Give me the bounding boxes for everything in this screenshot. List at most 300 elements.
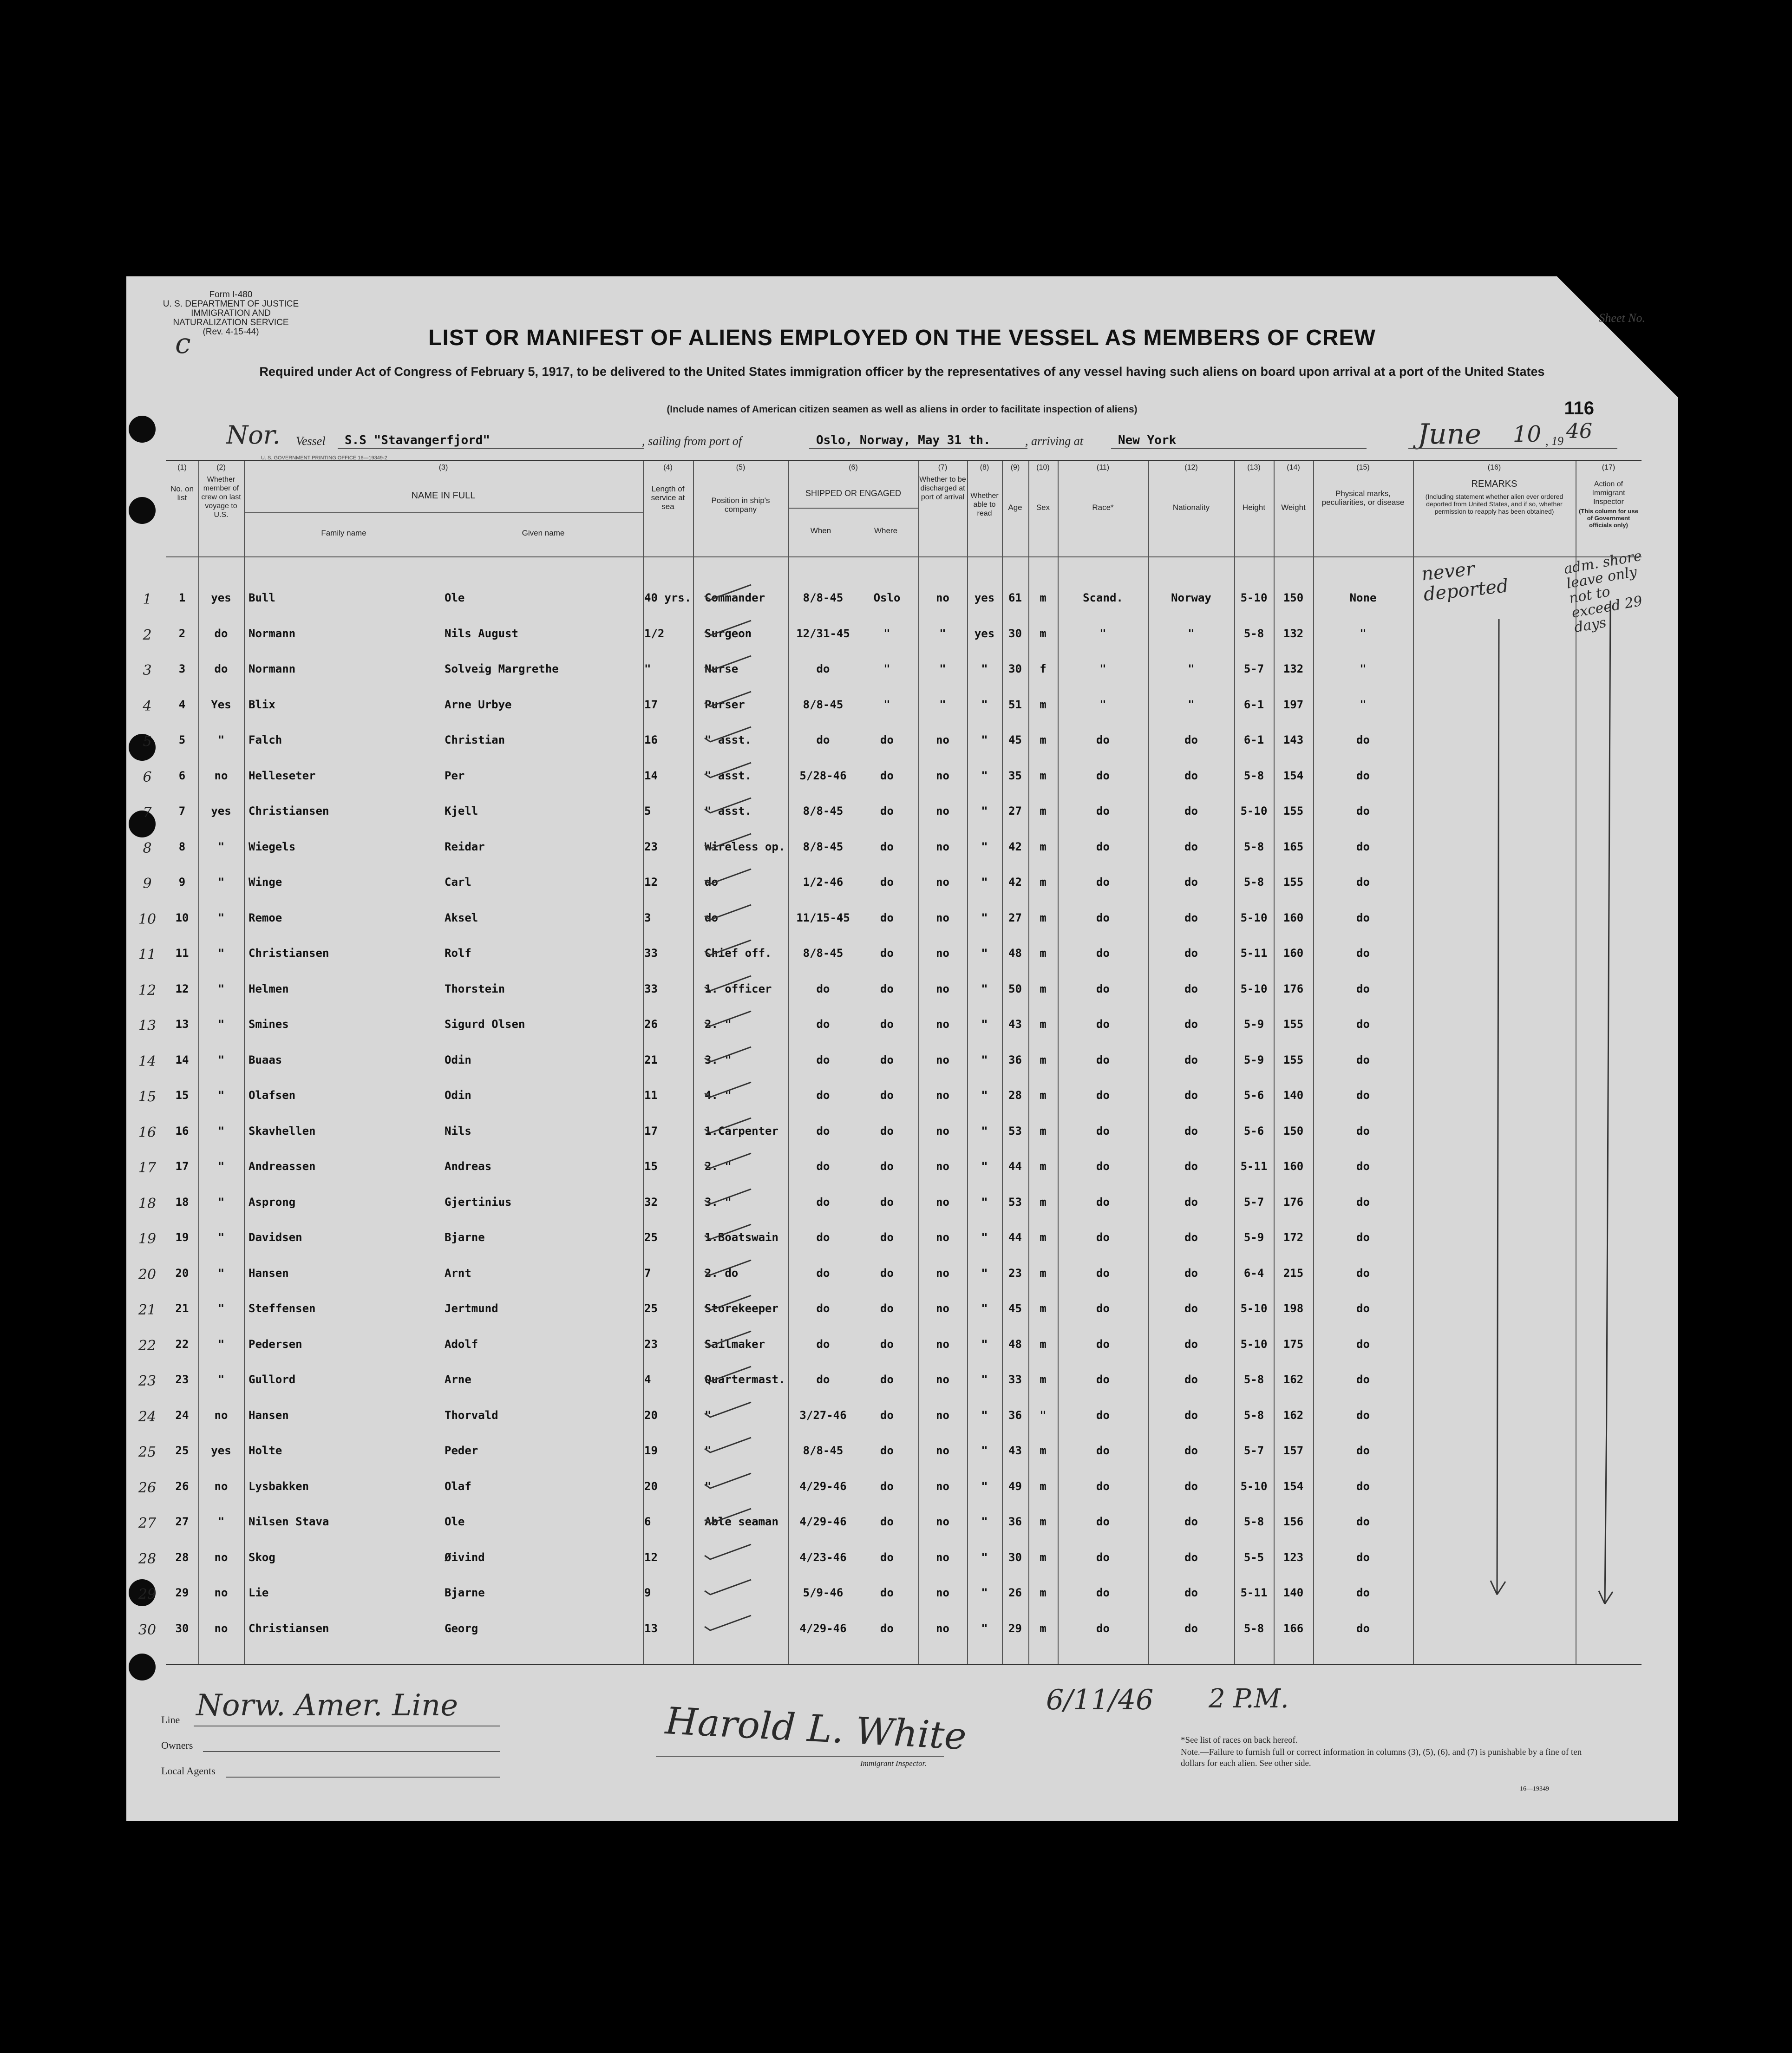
cell-height: 5-9 [1243, 1053, 1264, 1066]
cell-service: 7 [644, 1266, 651, 1280]
cell-read: " [981, 1621, 988, 1635]
cell-service: 1/2 [644, 627, 665, 640]
header-position: Position in ship's company [711, 496, 770, 514]
cell-sex: m [1040, 1373, 1046, 1386]
cell-family: Asprong [249, 1195, 296, 1209]
cell-weight: 155 [1283, 1018, 1304, 1031]
column-number: (17) [1602, 464, 1615, 471]
cell-prev: " [217, 911, 225, 924]
cell-race: do [1096, 1302, 1110, 1315]
line-number: 3 [143, 662, 152, 679]
cell-read: " [981, 1444, 988, 1457]
cell-race: do [1096, 804, 1110, 817]
line-number: 5 [143, 733, 152, 750]
header-weight: Weight [1281, 503, 1306, 512]
cell-age: 26 [1008, 1586, 1022, 1599]
cell-disch: no [936, 1089, 949, 1102]
cell-when: do [816, 1018, 830, 1031]
cell-height: 5-9 [1243, 1018, 1264, 1031]
cell-nat: do [1184, 1444, 1198, 1457]
cell-height: 6-4 [1243, 1266, 1264, 1280]
cell-position: 2. do [705, 1266, 739, 1280]
cell-race: do [1096, 1053, 1110, 1066]
cell-when: 4/29-46 [799, 1479, 847, 1493]
cell-disch: no [936, 1444, 949, 1457]
cell-weight: 155 [1283, 804, 1304, 817]
cell-marks: do [1356, 1302, 1370, 1315]
cell-where: do [880, 1195, 894, 1209]
cell-nat: do [1184, 876, 1198, 889]
cell-nat: do [1184, 1337, 1198, 1351]
cell-given: Gjertinius [445, 1195, 512, 1209]
cell-service: 40 yrs. [644, 591, 692, 604]
cell-age: 51 [1008, 698, 1022, 711]
crew-table [138, 460, 1644, 1665]
cell-nat: do [1184, 1515, 1198, 1528]
cell-where: do [880, 982, 894, 995]
cell-sex: m [1040, 1586, 1046, 1599]
cell-position: do [705, 911, 718, 924]
cell-when: 8/8-45 [803, 591, 844, 604]
cell-where: do [880, 1089, 894, 1102]
cell-where: " [883, 627, 890, 640]
cell-read: " [981, 911, 988, 924]
cell-where: do [880, 1408, 894, 1422]
cell-no: 26 [175, 1479, 189, 1493]
cell-marks: None [1349, 591, 1377, 604]
cell-position: Sailmaker [705, 1337, 765, 1351]
cell-disch: no [936, 1160, 949, 1173]
column-number: (1) [177, 464, 187, 471]
cell-read: " [981, 982, 988, 995]
cell-where: do [880, 1373, 894, 1386]
arriving-label: , arriving at [1025, 434, 1083, 448]
cell-family: Buaas [249, 1053, 282, 1066]
cell-race: do [1096, 1266, 1110, 1280]
cell-marks: do [1356, 1550, 1370, 1564]
line-number: 21 [138, 1302, 157, 1318]
arrival-port: New York [1118, 433, 1177, 447]
cell-when: do [816, 1160, 830, 1173]
cell-where: do [880, 876, 894, 889]
cell-service: 17 [644, 1124, 658, 1138]
cell-no: 24 [175, 1408, 189, 1422]
cell-height: 5-10 [1240, 1479, 1268, 1493]
cell-race: do [1096, 1550, 1110, 1564]
cell-family: Nilsen Stava [249, 1515, 329, 1528]
cell-nat: do [1184, 733, 1198, 746]
cell-given: Georg [445, 1621, 478, 1635]
cell-height: 5-11 [1240, 1160, 1268, 1173]
cell-no: 15 [175, 1089, 189, 1102]
cell-nat: do [1184, 911, 1198, 924]
cell-family: Helleseter [249, 769, 316, 782]
cell-nat: do [1184, 1479, 1198, 1493]
line-number: 18 [138, 1195, 157, 1212]
cell-nat: do [1184, 982, 1198, 995]
cell-no: 11 [175, 947, 189, 960]
cell-service: 33 [644, 982, 658, 995]
inspector-label: Immigrant Inspector. [860, 1759, 927, 1768]
cell-when: 8/8-45 [803, 1444, 844, 1457]
cell-prev: " [217, 733, 225, 746]
cell-age: 36 [1008, 1408, 1022, 1422]
cell-weight: 197 [1283, 698, 1304, 711]
cell-prev: no [214, 769, 228, 782]
cell-family: Christiansen [249, 804, 329, 817]
cell-when: 1/2-46 [803, 876, 844, 889]
cell-sex: m [1040, 698, 1046, 711]
cell-prev: " [217, 1018, 225, 1031]
cell-when: do [816, 1337, 830, 1351]
cell-age: 50 [1008, 982, 1022, 995]
cell-sex: m [1040, 627, 1046, 640]
cell-disch: no [936, 876, 949, 889]
cell-prev: yes [211, 804, 231, 817]
cell-height: 5-7 [1243, 662, 1264, 675]
cell-no: 1 [178, 591, 186, 604]
cell-read: " [981, 769, 988, 782]
cell-family: Winge [249, 876, 282, 889]
column-number: (7) [938, 464, 948, 471]
cell-age: 23 [1008, 1266, 1022, 1280]
cell-where: Oslo [873, 591, 901, 604]
cell-race: do [1096, 1444, 1110, 1457]
local-agents-label: Local Agents [161, 1765, 216, 1777]
cell-marks: do [1356, 1124, 1370, 1138]
cell-sex: m [1040, 911, 1046, 924]
cell-family: Bull [249, 591, 275, 604]
cell-age: 44 [1008, 1160, 1022, 1173]
cell-age: 27 [1008, 804, 1022, 817]
line-number: 26 [138, 1479, 157, 1496]
cell-read: " [981, 1550, 988, 1564]
cell-where: do [880, 1550, 894, 1564]
cell-family: Smines [249, 1018, 289, 1031]
page-title: LIST OR MANIFEST OF ALIENS EMPLOYED ON THE VESSEL AS MEMBERS OF CREW [428, 326, 1376, 350]
cell-given: Christian [445, 733, 505, 746]
cell-where: do [880, 1586, 894, 1599]
cell-sex: m [1040, 1515, 1046, 1528]
cell-prev: " [217, 982, 225, 995]
header-remarks: REMARKS [1471, 479, 1517, 489]
cell-height: 6-1 [1243, 698, 1264, 711]
cell-when: do [816, 1089, 830, 1102]
line-number: 27 [138, 1515, 157, 1531]
cell-marks: do [1356, 1586, 1370, 1599]
cell-no: 27 [175, 1515, 189, 1528]
column-number: (14) [1287, 464, 1300, 471]
cell-sex: m [1040, 733, 1046, 746]
year-label: , 19 [1545, 434, 1563, 448]
column-number: (3) [438, 464, 448, 471]
cell-height: 5-6 [1243, 1124, 1264, 1138]
cell-no: 29 [175, 1586, 189, 1599]
cell-given: Aksel [445, 911, 478, 924]
cell-marks: do [1356, 1479, 1370, 1493]
cell-height: 5-9 [1243, 1231, 1264, 1244]
cell-prev: no [214, 1586, 228, 1599]
cell-height: 5-10 [1240, 911, 1268, 924]
cell-service: 21 [644, 1053, 658, 1066]
cell-sex: m [1040, 1337, 1046, 1351]
cell-nat: " [1188, 662, 1195, 675]
cell-family: Normann [249, 662, 296, 675]
cell-prev: " [217, 1337, 225, 1351]
cell-prev: " [217, 1195, 225, 1209]
cell-where: " [883, 662, 890, 675]
cell-height: 5-8 [1243, 1515, 1264, 1528]
cell-no: 30 [175, 1621, 189, 1635]
handwritten-sign-time: 2 P.M. [1209, 1684, 1289, 1714]
cell-prev: " [217, 1302, 225, 1315]
cell-when: 5/9-46 [803, 1586, 844, 1599]
cell-weight: 143 [1283, 733, 1304, 746]
cell-weight: 140 [1283, 1089, 1304, 1102]
cell-service: 17 [644, 698, 658, 711]
cell-prev: no [214, 1408, 228, 1422]
cell-no: 6 [178, 769, 186, 782]
cell-read: " [981, 1124, 988, 1138]
cell-when: do [816, 1266, 830, 1280]
cell-age: 28 [1008, 1089, 1022, 1102]
cell-family: Skavhellen [249, 1124, 316, 1138]
cell-family: Wiegels [249, 840, 296, 853]
column-number: (5) [736, 464, 746, 471]
cell-when: do [816, 1373, 830, 1386]
cell-no: 22 [175, 1337, 189, 1351]
cell-disch: no [936, 1373, 949, 1386]
line-number: 14 [138, 1053, 157, 1070]
cell-given: Olaf [445, 1479, 471, 1493]
cell-service: " [644, 662, 651, 675]
cell-age: 30 [1008, 627, 1022, 640]
cell-weight: 165 [1283, 840, 1304, 853]
cell-nat: do [1184, 1018, 1198, 1031]
cell-no: 21 [175, 1302, 189, 1315]
cell-nat: do [1184, 769, 1198, 782]
cell-race: do [1096, 1621, 1110, 1635]
cell-position: 3. " [705, 1195, 732, 1209]
cell-where: do [880, 1231, 894, 1244]
header-age: Age [1008, 503, 1022, 512]
cell-marks: do [1356, 876, 1370, 889]
cell-no: 3 [178, 662, 186, 675]
cell-race: do [1096, 1195, 1110, 1209]
cell-age: 30 [1008, 1550, 1022, 1564]
cell-weight: 157 [1283, 1444, 1304, 1457]
line-number: 10 [138, 911, 157, 928]
cell-given: Thorstein [445, 982, 505, 995]
cell-prev: yes [211, 1444, 231, 1457]
cell-age: 53 [1008, 1195, 1022, 1209]
cell-position: Quartermast. [705, 1373, 785, 1386]
cell-service: 20 [644, 1479, 658, 1493]
cell-given: Odin [445, 1089, 471, 1102]
header-action-note: (This column for use of Government officials only) [1579, 508, 1638, 529]
cell-marks: do [1356, 1231, 1370, 1244]
cell-height: 5-10 [1240, 1302, 1268, 1315]
cell-marks: " [1360, 627, 1367, 640]
cell-height: 5-8 [1243, 627, 1264, 640]
cell-sex: m [1040, 1444, 1046, 1457]
underline [226, 1777, 500, 1778]
cell-position: Wireless op. [705, 840, 785, 853]
vessel-name: S.S "Stavangerfjord" [345, 433, 491, 447]
penalty-note: Note.—Failure to furnish full or correct information in columns (3), (5), (6), and (7) is punishable by a fine of ten dollars for each alien. See other side. [1181, 1747, 1582, 1768]
underline [338, 448, 644, 449]
cell-given: Adolf [445, 1337, 478, 1351]
cell-read: " [981, 1586, 988, 1599]
sailing-label: , sailing from port of [642, 434, 742, 448]
cell-sex: m [1040, 1053, 1046, 1066]
cell-sex: m [1040, 1160, 1046, 1173]
cell-no: 25 [175, 1444, 189, 1457]
cell-position: 4. " [705, 1089, 732, 1102]
cell-marks: do [1356, 1373, 1370, 1386]
cell-position: 1. officer [705, 982, 772, 995]
cell-disch: no [936, 1302, 949, 1315]
cell-marks: do [1356, 911, 1370, 924]
cell-race: do [1096, 1231, 1110, 1244]
cell-where: do [880, 1479, 894, 1493]
cell-given: Reidar [445, 840, 485, 853]
cell-position: " [705, 1408, 712, 1422]
cell-where: do [880, 1515, 894, 1528]
cell-prev: " [217, 1515, 225, 1528]
cell-when: do [816, 1195, 830, 1209]
cell-prev: do [214, 662, 228, 675]
line-number: 29 [138, 1586, 157, 1602]
cell-marks: do [1356, 1444, 1370, 1457]
cell-sex: m [1040, 1550, 1046, 1564]
cell-family: Christiansen [249, 947, 329, 960]
cell-marks: do [1356, 840, 1370, 853]
cell-position: Able seaman [705, 1515, 778, 1528]
cell-when: 8/8-45 [803, 698, 844, 711]
column-number: (4) [663, 464, 673, 471]
cell-prev: yes [211, 591, 231, 604]
cell-nat: do [1184, 1124, 1198, 1138]
cell-race: do [1096, 1515, 1110, 1528]
cell-position: 3. " [705, 1053, 732, 1066]
cell-marks: do [1356, 1408, 1370, 1422]
header-given-name: Given name [522, 529, 565, 537]
cell-given: Bjarne [445, 1586, 485, 1599]
line-number: 25 [138, 1444, 157, 1460]
cell-family: Lysbakken [249, 1479, 309, 1493]
cell-service: 12 [644, 1550, 658, 1564]
cell-age: 45 [1008, 1302, 1022, 1315]
cell-race: " [1099, 698, 1106, 711]
cell-sex: m [1040, 1124, 1046, 1138]
header-nationality: Nationality [1172, 503, 1210, 512]
cell-sex: " [1040, 1408, 1046, 1422]
cell-given: Carl [445, 876, 471, 889]
cell-read: " [981, 1053, 988, 1066]
cell-race: do [1096, 1089, 1110, 1102]
cell-no: 8 [178, 840, 186, 853]
header-no-on-list: No. on list [170, 484, 194, 502]
cell-disch: no [936, 591, 949, 604]
cell-age: 42 [1008, 876, 1022, 889]
cell-prev: " [217, 947, 225, 960]
cell-sex: m [1040, 1089, 1046, 1102]
cell-weight: 154 [1283, 1479, 1304, 1493]
cell-weight: 175 [1283, 1337, 1304, 1351]
cell-family: Christiansen [249, 1621, 329, 1635]
cell-family: Holte [249, 1444, 282, 1457]
cell-when: 4/23-46 [799, 1550, 847, 1564]
cell-read: " [981, 1515, 988, 1528]
cell-nat: do [1184, 1586, 1198, 1599]
cell-given: Odin [445, 1053, 471, 1066]
column-number: (13) [1247, 464, 1261, 471]
line-number: 4 [143, 698, 152, 714]
cell-disch: no [936, 1124, 949, 1138]
cell-weight: 154 [1283, 769, 1304, 782]
cell-height: 5-8 [1243, 1621, 1264, 1635]
cell-when: 8/8-45 [803, 947, 844, 960]
cell-no: 14 [175, 1053, 189, 1066]
cell-age: 27 [1008, 911, 1022, 924]
cell-weight: 176 [1283, 1195, 1304, 1209]
cell-where: do [880, 1160, 894, 1173]
cell-read: " [981, 1089, 988, 1102]
cell-prev: " [217, 1231, 225, 1244]
cell-marks: " [1360, 698, 1367, 711]
cell-when: 8/8-45 [803, 804, 844, 817]
cell-read: " [981, 1160, 988, 1173]
cell-where: do [880, 1053, 894, 1066]
cell-given: Nils [445, 1124, 471, 1138]
cell-prev: no [214, 1621, 228, 1635]
cell-disch: no [936, 804, 949, 817]
sheet-number: 116 [1564, 398, 1594, 418]
cell-given: Ole [445, 591, 465, 604]
header-where: Where [874, 526, 898, 535]
cell-read: " [981, 947, 988, 960]
cell-given: Sigurd Olsen [445, 1018, 525, 1031]
cell-family: Olafsen [249, 1089, 296, 1102]
cell-race: do [1096, 769, 1110, 782]
handwritten-remarks: never deported [1420, 558, 1510, 606]
cell-height: 5-7 [1243, 1444, 1264, 1457]
cell-read: " [981, 1337, 988, 1351]
cell-position: 2. " [705, 1160, 732, 1173]
cell-sex: m [1040, 591, 1046, 604]
cell-race: do [1096, 911, 1110, 924]
form-revision: (Rev. 4-15-44) [203, 327, 259, 337]
cell-weight: 155 [1283, 876, 1304, 889]
cell-service: 19 [644, 1444, 658, 1457]
cell-race: do [1096, 947, 1110, 960]
cell-given: Solveig Margrethe [445, 662, 559, 675]
cell-service: 11 [644, 1089, 658, 1102]
header-remarks-note: (Including statement whether alien ever ordered deported from United States, and if so, whether permission to reapply has been obtained) [1425, 493, 1563, 515]
cell-race: do [1096, 1373, 1110, 1386]
header-height: Height [1242, 503, 1266, 512]
cell-service: 15 [644, 1160, 658, 1173]
cell-family: Remoe [249, 911, 282, 924]
cell-height: 5-8 [1243, 876, 1264, 889]
cell-age: 43 [1008, 1444, 1022, 1457]
cell-when: do [816, 1302, 830, 1315]
cell-family: Normann [249, 627, 296, 640]
cell-disch: no [936, 1266, 949, 1280]
cell-family: Blix [249, 698, 275, 711]
header-race: Race* [1092, 503, 1114, 512]
